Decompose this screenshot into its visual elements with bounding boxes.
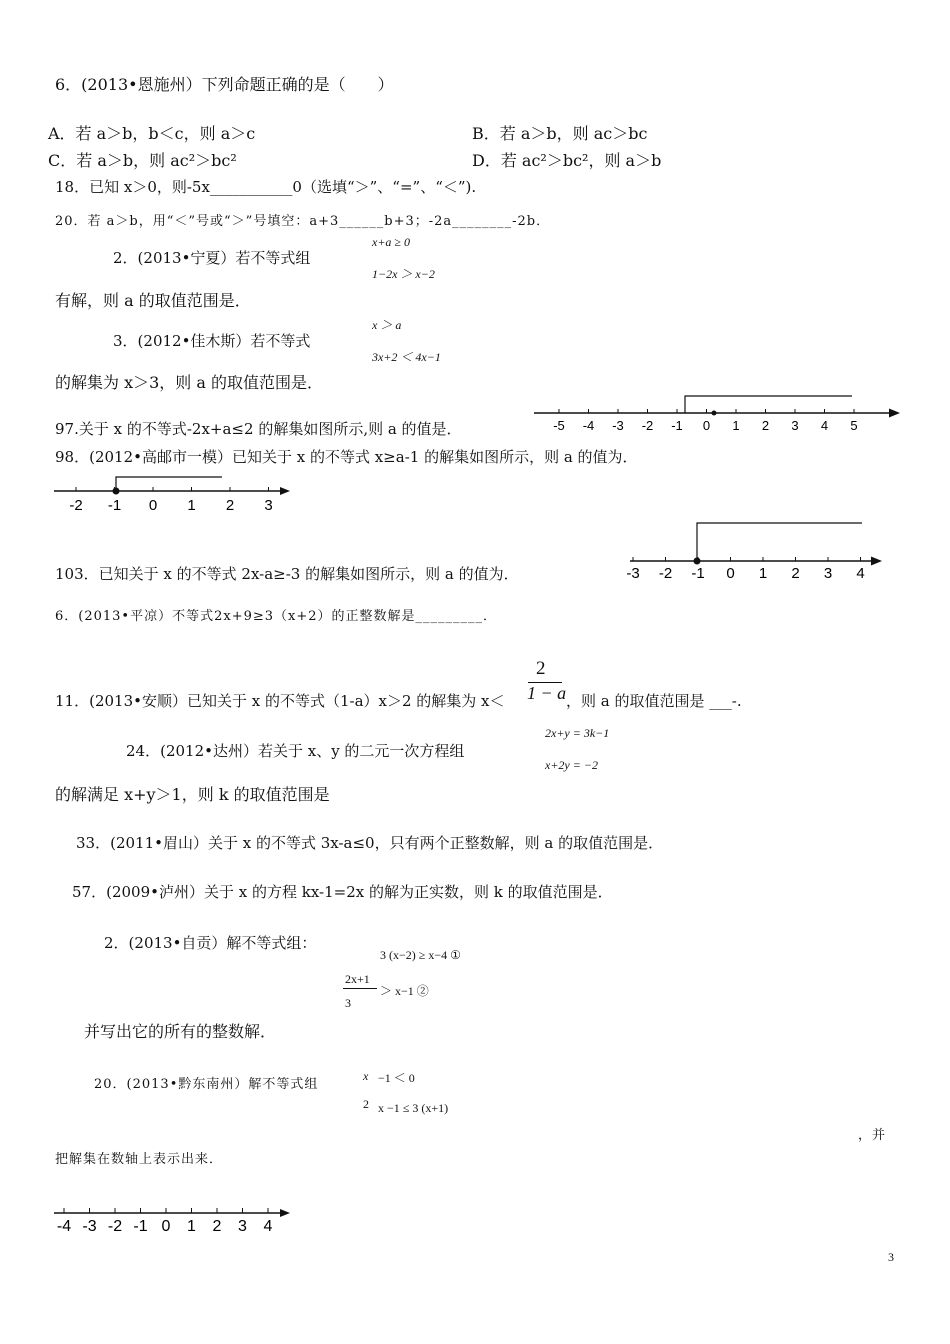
tick-label: 0 — [726, 565, 735, 582]
tick-label: 4 — [263, 1218, 273, 1235]
option-c: C．若 a＞b，则 ac²＞bc² — [48, 151, 237, 170]
question-97: 97.关于 x 的不等式-2x+a≤2 的解集如图所示,则 a 的值是． — [55, 420, 462, 438]
tick-label: -3 — [626, 565, 640, 582]
option-a: A．若 a＞b，b＜c，则 a＞c — [48, 124, 256, 143]
question-2-tail: 有解，则 a 的取值范围是． — [55, 291, 251, 310]
tick-label: -4 — [582, 418, 595, 433]
system-line-2: 3x+2 ＜ 4x−1 — [372, 350, 441, 364]
question-6-stem: 6．(2013•恩施州）下列命题正确的是（ ） — [55, 75, 394, 94]
tick-label: -3 — [82, 1218, 97, 1235]
number-line-97 — [532, 390, 902, 436]
tick-label: 2 — [791, 565, 800, 582]
tick-label: -1 — [691, 565, 705, 582]
system-line-1: x+a ≥ 0 — [372, 235, 411, 249]
number-line-20 — [52, 1198, 292, 1238]
fraction-2: 2 — [363, 1097, 369, 1111]
number-line-103 — [624, 518, 886, 582]
fraction-denominator: 3 — [345, 996, 351, 1010]
tick-label: 2 — [225, 497, 235, 514]
system-line-1: 3 (x−2) ≥ x−4 ① — [380, 948, 461, 962]
question-2-tail: 并写出它的所有的整数解． — [84, 1022, 277, 1041]
question-11: 11．(2013•安顺）已知关于 x 的不等式（1-a）x＞2 的解集为 x＜ — [55, 692, 505, 710]
question-2-ningxia: 2．(2013•宁夏）若不等式组 — [113, 249, 311, 267]
tick-label: 0 — [702, 418, 711, 433]
question-24-tail: 的解满足 x+y＞1，则 k 的取值范围是 — [55, 785, 330, 804]
tick-label: -2 — [69, 497, 83, 514]
fraction-numerator: 2x+1 — [345, 972, 370, 986]
tick-label: 3 — [264, 497, 273, 514]
solution-bracket-97 — [685, 396, 852, 413]
fraction-x: x — [363, 1069, 369, 1083]
tick-label: 3 — [238, 1218, 247, 1235]
question-20-tail: 把解集在数轴上表示出来． — [55, 1152, 224, 1167]
question-103: 103．已知关于 x 的不等式 2x-a≥-3 的解集如图所示，则 a 的值为． — [55, 565, 519, 583]
tick-label: 4 — [856, 565, 865, 582]
system-line-2: x+2y = −2 — [545, 758, 598, 772]
system-line-1: −1 ＜ 0 — [378, 1071, 415, 1085]
tick-label: 1 — [758, 565, 768, 582]
tick-label: 1 — [187, 497, 196, 514]
system-line-1: x ＞ a — [372, 318, 402, 332]
option-d: D．若 ac²＞bc²，则 a＞b — [472, 151, 662, 170]
tick-label: -2 — [658, 565, 673, 582]
tick-label: -1 — [107, 497, 122, 514]
system-line-2: x −1 ≤ 3 (x+1) — [378, 1101, 449, 1115]
tick-label: -4 — [56, 1218, 72, 1235]
question-6-pingliang: 6．(2013•平凉）不等式2x+9≥3（x+2）的正整数解是_________． — [55, 609, 498, 624]
question-20-qiandongnan: 20．(2013•黔东南州）解不等式组 — [94, 1077, 319, 1092]
question-24-dazhou: 24．(2012•达州）若关于 x、y 的二元一次方程组 — [126, 742, 465, 760]
question-57: 57．(2009•泸州）关于 x 的方程 kx-1=2x 的解为正实数，则 k 的取值范围是． — [72, 883, 613, 901]
tick-label: -5 — [553, 418, 565, 433]
endpoint-dot-103 — [694, 558, 701, 565]
tick-label: -1 — [133, 1218, 148, 1235]
question-3-tail: 的解集为 x＞3，则 a 的取值范围是． — [55, 373, 324, 392]
tick-label: 2 — [212, 1218, 222, 1235]
tick-label: 4 — [820, 418, 829, 433]
tick-label: 0 — [161, 1218, 171, 1235]
endpoint-dot-98 — [113, 488, 120, 495]
tick-label: 2 — [761, 418, 770, 433]
tick-label: 0 — [148, 497, 158, 514]
tick-label: -1 — [671, 418, 683, 433]
tick-label: 1 — [732, 418, 740, 433]
question-98: 98．(2012•高邮市一模）已知关于 x 的不等式 x≥a-1 的解集如图所示，则 a 的值为． — [55, 448, 638, 466]
system-line-2: ＞ x−1 ② — [380, 984, 429, 998]
fraction-numerator: 2 — [536, 658, 546, 679]
fraction-bar — [343, 988, 377, 989]
fraction-denominator: 1 − a — [527, 683, 567, 703]
solution-bracket-98 — [116, 477, 222, 491]
question-3-jiamusi: 3．(2012•佳木斯）若不等式 — [113, 332, 311, 350]
solution-bracket-103 — [697, 523, 862, 561]
tick-label: -2 — [107, 1218, 123, 1235]
question-33: 33．(2011•眉山）关于 x 的不等式 3x-a≤0，只有两个正整数解，则 a 的取值范围是． — [76, 834, 664, 852]
tick-label: 3 — [791, 418, 799, 433]
question-2-zigong: 2．(2013•自贡）解不等式组： — [104, 934, 317, 952]
origin-dot-97 — [712, 411, 717, 416]
page-number: 3 — [888, 1250, 894, 1264]
system-line-1: 2x+y = 3k−1 — [545, 726, 610, 740]
number-line-98 — [52, 472, 292, 516]
question-11-tail: ，则 a 的取值范围是 ___-. — [566, 692, 742, 710]
option-b: B．若 a＞b，则 ac＞bc — [472, 124, 648, 143]
tick-label: -3 — [612, 418, 624, 433]
tick-label: 3 — [823, 565, 833, 582]
tick-label: -2 — [641, 418, 654, 433]
tick-label: 5 — [850, 418, 858, 433]
question-20-fill: 20．若 a＞b，用“＜”号或“＞”号填空：a+3______b+3；-2a________-2b． — [55, 214, 551, 229]
question-20-comma: ，并 — [858, 1128, 887, 1143]
tick-label: 1 — [187, 1218, 196, 1235]
tick-labels-20 — [57, 1208, 273, 1235]
system-line-2: 1−2x ＞ x−2 — [372, 267, 435, 281]
question-18: 18．已知 x＞0，则-5x___________0（选填“＞”、“=”、“＜”). — [55, 178, 477, 196]
